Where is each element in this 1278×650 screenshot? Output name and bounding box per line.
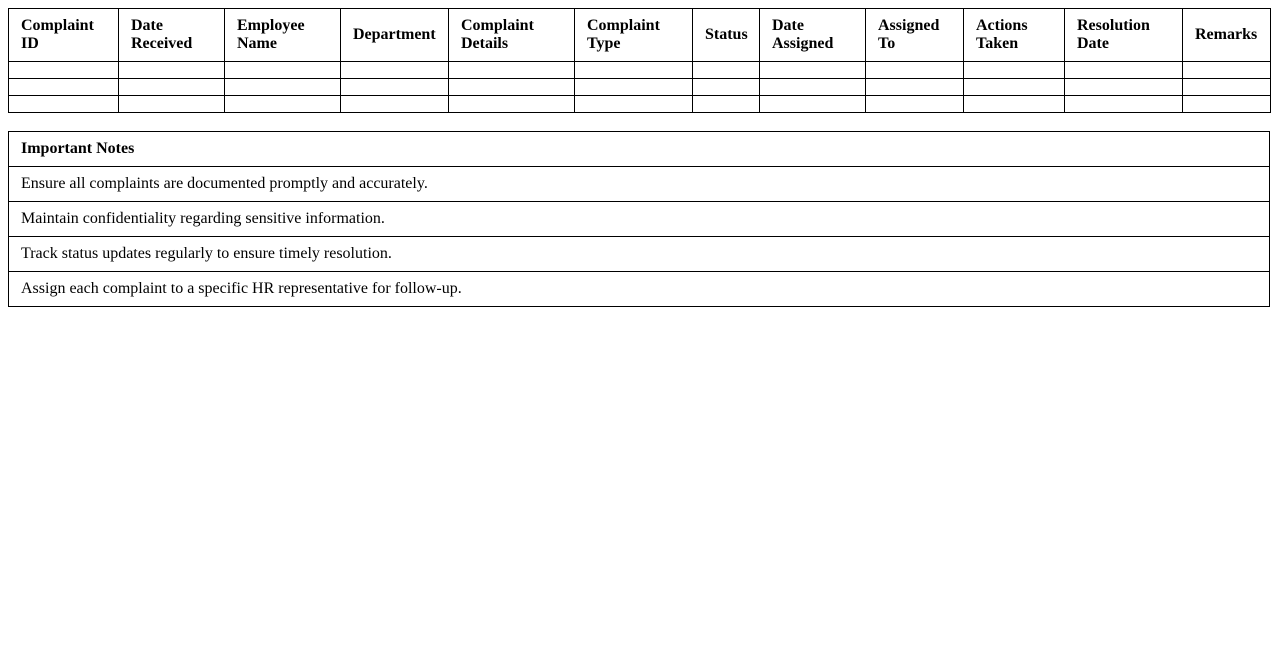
- table-cell: [1065, 62, 1183, 79]
- note-row: [9, 202, 1270, 237]
- header-department: Department: [341, 9, 449, 62]
- table-cell: [119, 96, 225, 113]
- table-row: [9, 79, 1271, 96]
- table-cell: [9, 96, 119, 113]
- header-complaint-details: Complaint Details: [449, 9, 575, 62]
- header-actions-taken: Actions Taken: [964, 9, 1065, 62]
- table-cell: [693, 96, 760, 113]
- page-content: [8, 8, 1270, 307]
- table-cell: [964, 96, 1065, 113]
- note-row: [9, 237, 1270, 272]
- note-item: Track status updates regularly to ensure timely resolution.: [9, 237, 1270, 272]
- table-cell: [866, 79, 964, 96]
- table-cell: [575, 62, 693, 79]
- table-cell: [1183, 62, 1271, 79]
- header-date-assigned: Date Assigned: [760, 9, 866, 62]
- header-employee-name: Employee Name: [225, 9, 341, 62]
- table-cell: [866, 96, 964, 113]
- header-resolution-date: Resolution Date: [1065, 9, 1183, 62]
- table-cell: [1065, 79, 1183, 96]
- note-row: [9, 272, 1270, 307]
- table-cell: [449, 79, 575, 96]
- table-cell: [964, 62, 1065, 79]
- table-cell: [760, 96, 866, 113]
- table-cell: [449, 96, 575, 113]
- table-cell: [693, 79, 760, 96]
- table-cell: [964, 79, 1065, 96]
- table-cell: [341, 79, 449, 96]
- table-cell: [225, 62, 341, 79]
- complaint-table-body: [9, 62, 1271, 113]
- header-assigned-to: Assigned To: [866, 9, 964, 62]
- table-cell: [760, 79, 866, 96]
- important-notes-table: [8, 131, 1270, 307]
- table-cell: [225, 79, 341, 96]
- table-cell: [341, 62, 449, 79]
- table-row: [9, 96, 1271, 113]
- table-cell: [119, 62, 225, 79]
- table-row: [9, 62, 1271, 79]
- table-cell: [225, 96, 341, 113]
- notes-title: Important Notes: [9, 132, 1270, 167]
- table-cell: [575, 96, 693, 113]
- table-cell: [1183, 96, 1271, 113]
- table-cell: [1183, 79, 1271, 96]
- table-cell: [760, 62, 866, 79]
- table-cell: [693, 62, 760, 79]
- header-status: Status: [693, 9, 760, 62]
- header-complaint-id: Complaint ID: [9, 9, 119, 62]
- table-cell: [575, 79, 693, 96]
- table-cell: [341, 96, 449, 113]
- table-cell: [866, 62, 964, 79]
- header-date-received: Date Received: [119, 9, 225, 62]
- note-item: Assign each complaint to a specific HR representative for follow-up.: [9, 272, 1270, 307]
- table-cell: [9, 62, 119, 79]
- table-cell: [9, 79, 119, 96]
- note-item: Maintain confidentiality regarding sensitive information.: [9, 202, 1270, 237]
- table-cell: [119, 79, 225, 96]
- notes-title-row: [9, 132, 1270, 167]
- note-item: Ensure all complaints are documented promptly and accurately.: [9, 167, 1270, 202]
- table-cell: [449, 62, 575, 79]
- complaint-log-table: [8, 8, 1271, 113]
- header-remarks: Remarks: [1183, 9, 1271, 62]
- table-header-row: [9, 9, 1271, 62]
- header-complaint-type: Complaint Type: [575, 9, 693, 62]
- note-row: [9, 167, 1270, 202]
- table-cell: [1065, 96, 1183, 113]
